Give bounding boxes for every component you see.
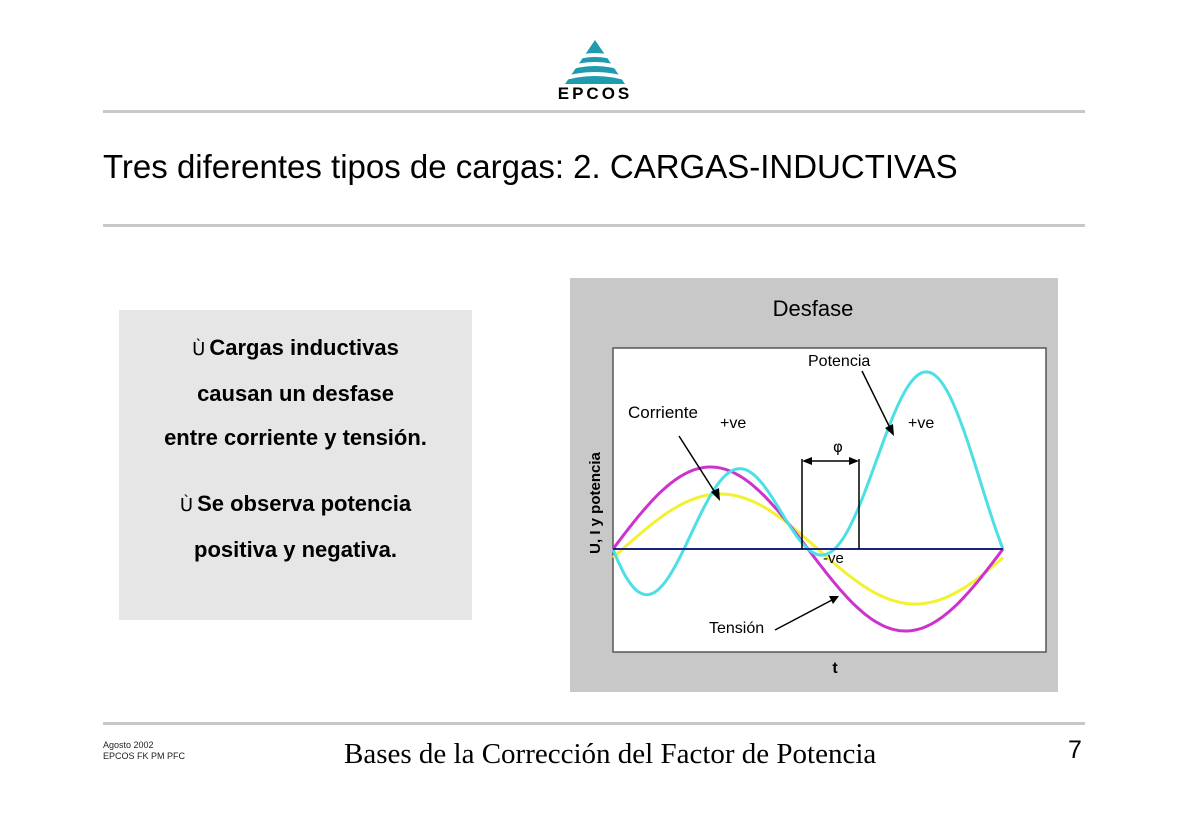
corriente-label: Corriente: [628, 403, 698, 422]
bullet-1-line-2: causan un desfase: [197, 381, 394, 406]
y-axis-label: U, I y potencia: [587, 452, 604, 554]
phase-shift-figure: [570, 278, 1058, 692]
bullet-1: [119, 326, 472, 460]
footer-dept: EPCOS FK PM PFC: [103, 751, 186, 761]
bullet-1-line-1: Cargas inductivas: [209, 335, 399, 360]
tension-label: Tensión: [709, 620, 765, 637]
positive-label-2: +ve: [908, 415, 935, 432]
plot-area: [613, 348, 1046, 652]
logo-text: EPCOS: [557, 84, 633, 103]
footer-date: Agosto 2002: [103, 740, 154, 750]
bullet-box: [119, 310, 472, 620]
bullet-2-line-2: positiva y negativa.: [194, 537, 397, 562]
page-number: 7: [1068, 736, 1082, 764]
footer-rule: [103, 722, 1085, 725]
potencia-label: Potencia: [808, 353, 871, 370]
footer-title: Bases de la Corrección del Factor de Potencia: [344, 738, 877, 770]
figure-title: Desfase: [772, 296, 854, 321]
negative-label: -ve: [823, 550, 844, 567]
positive-label-1: +ve: [720, 415, 747, 432]
header-rule-top: [103, 110, 1085, 113]
bullet-2-line-1: Se observa potencia: [197, 491, 412, 516]
phi-label: φ: [833, 438, 843, 456]
bullet-marker-icon: Ù: [179, 495, 194, 516]
bullet-2: [119, 482, 472, 572]
bullet-marker-icon: Ù: [192, 339, 206, 360]
slide-title: Tres diferentes tipos de cargas: 2. CARGAS-INDUCTIVAS: [103, 148, 958, 185]
x-axis-label: t: [832, 660, 838, 677]
footer-meta: [103, 740, 185, 762]
header-rule-bottom: [103, 224, 1085, 227]
bullet-1-line-3: entre corriente y tensión.: [164, 425, 427, 450]
